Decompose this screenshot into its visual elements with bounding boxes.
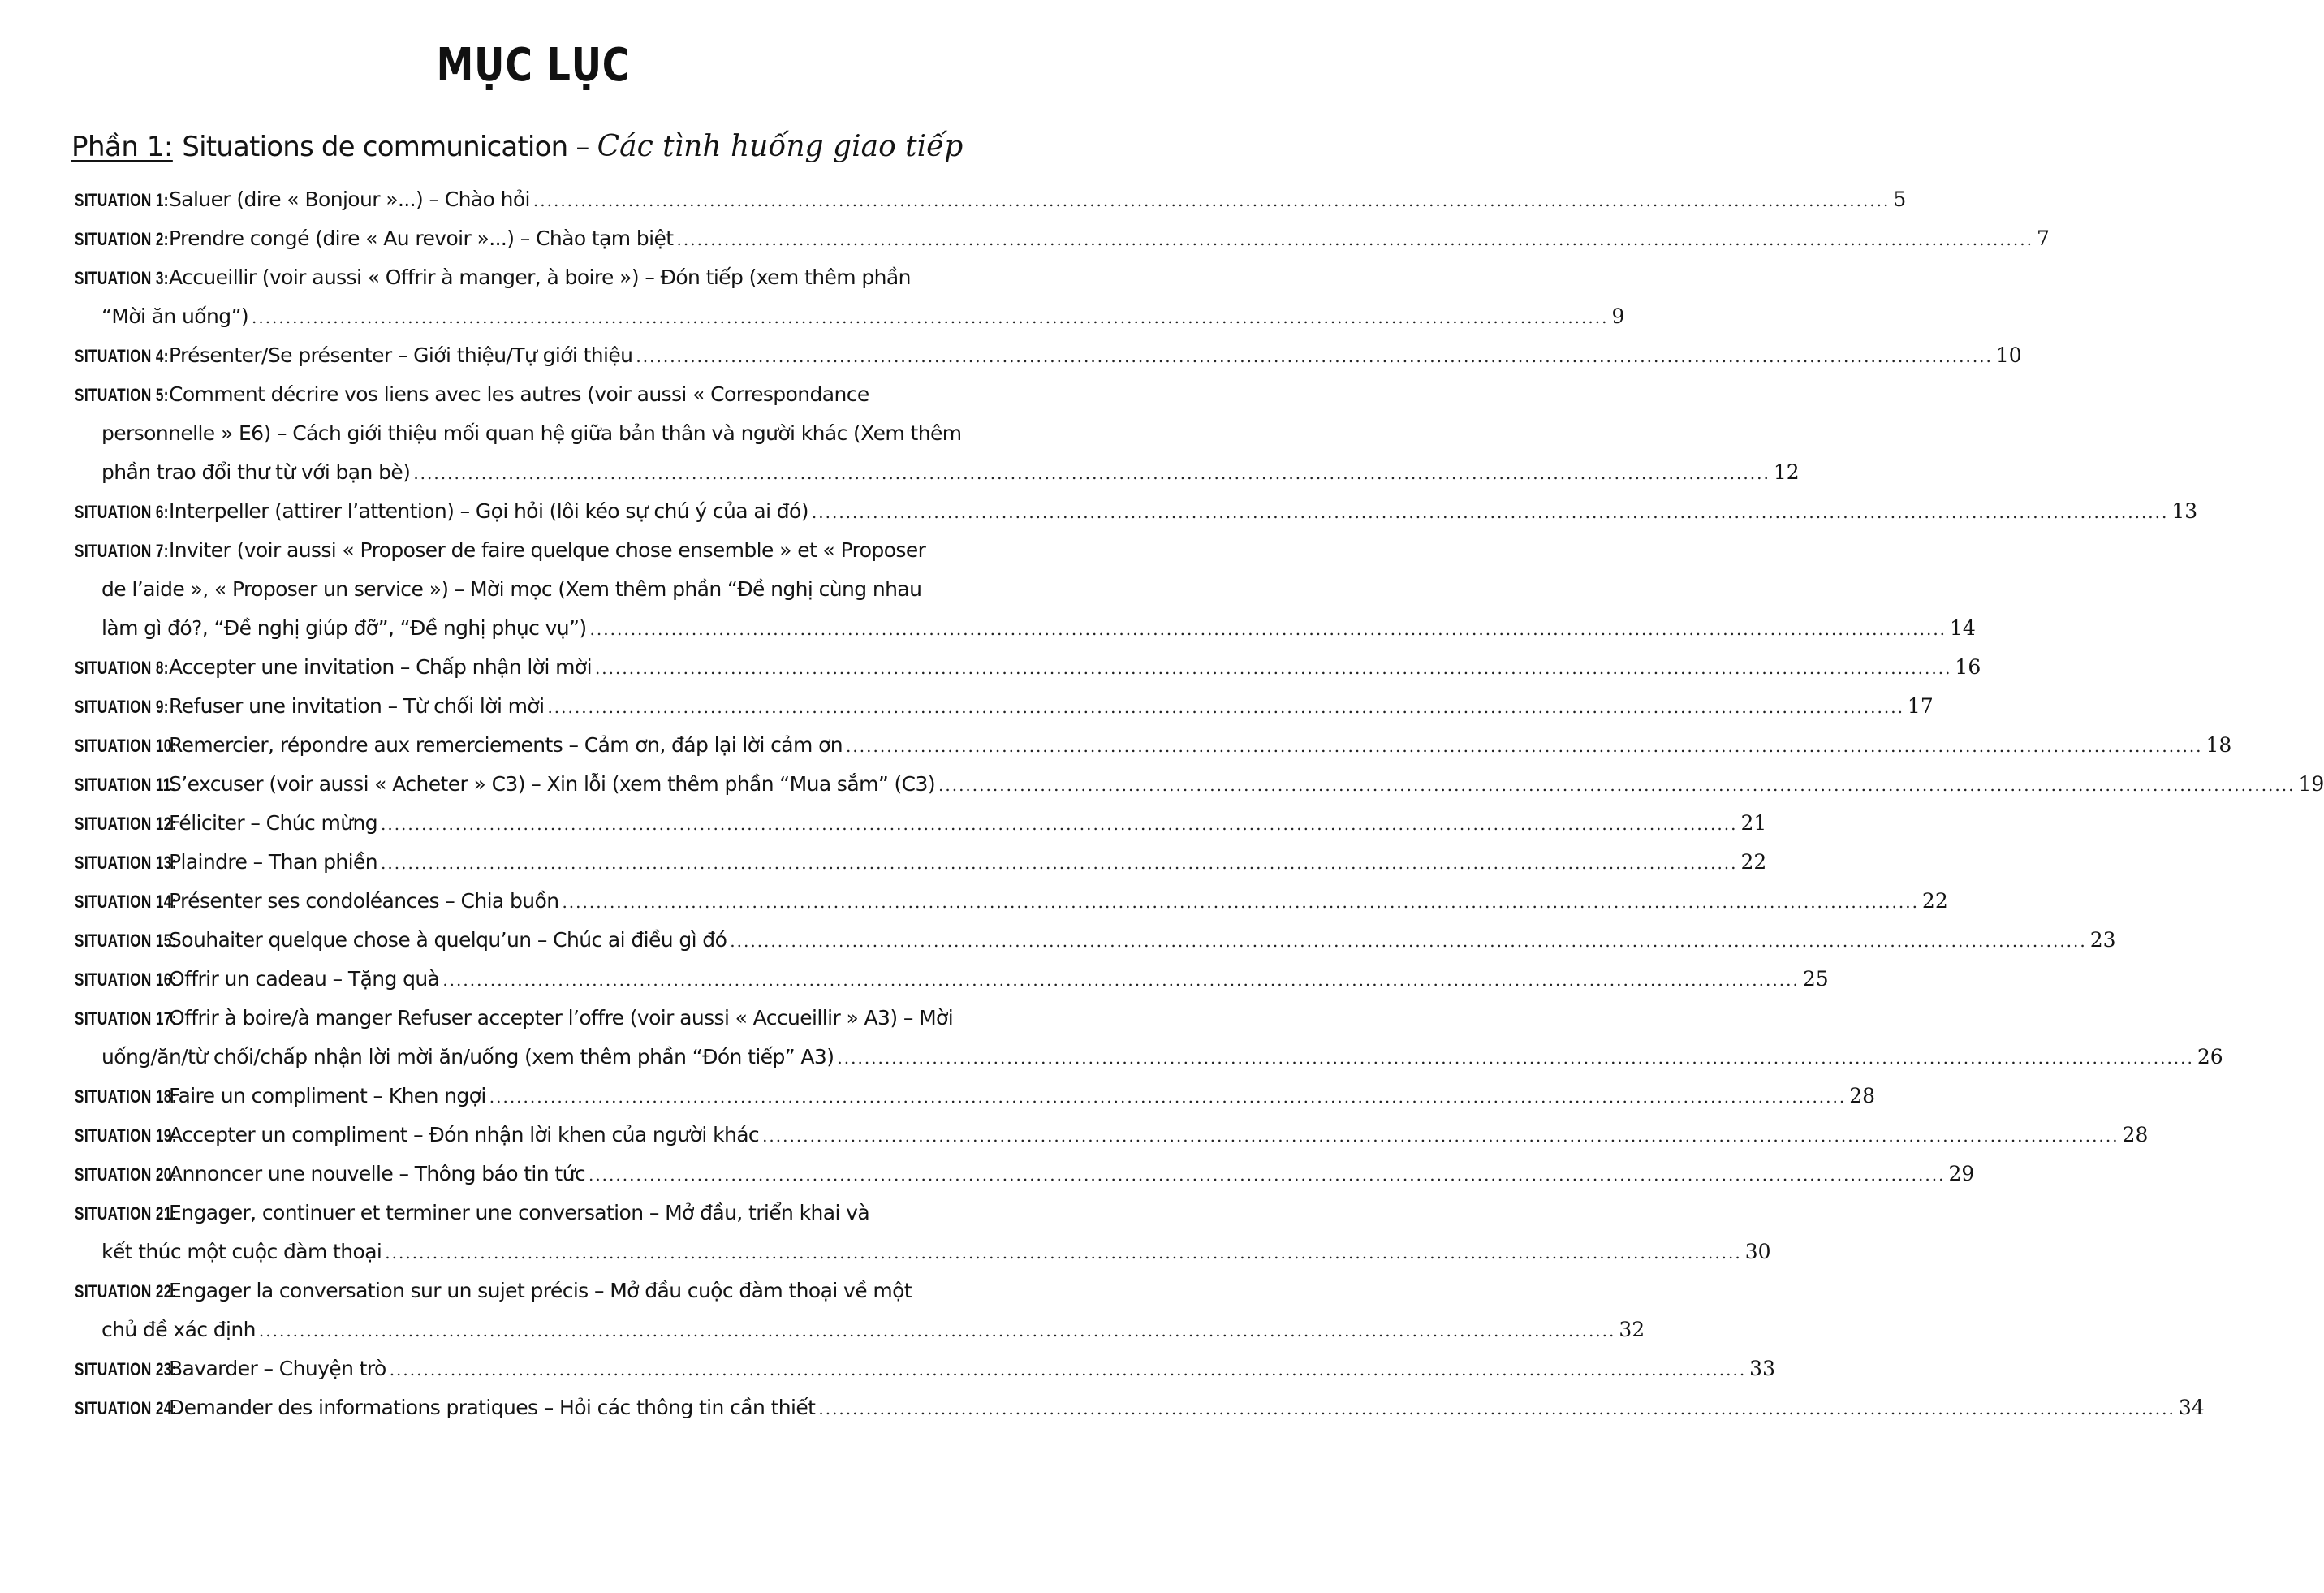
entry-text: phần trao đổi thư từ với bạn bè): [101, 460, 411, 484]
situation-label: SITUATION 8:: [75, 658, 169, 678]
situation-label: SITUATION 15:: [75, 930, 177, 951]
leader-dots: ........................................................................................................................................................................................................: [588, 1165, 1946, 1185]
page-number: 32: [1619, 1318, 1645, 1341]
leader-dots: ........................................................................................................................................................................................................: [251, 308, 1609, 327]
leader-dots: ........................................................................................................................................................................................................: [589, 620, 1947, 639]
leader-dots: ........................................................................................................................................................................................................: [594, 658, 1952, 678]
part-title-vi: Các tình huống giao tiếp: [597, 130, 964, 163]
toc-entry-line: [75, 219, 2050, 258]
page-number: 5: [1893, 188, 1907, 211]
page-number: 22: [1740, 850, 1767, 874]
toc-list: [75, 180, 2324, 1427]
entry-text: Comment décrire vos liens avec les autres (voir aussi « Correspondance: [169, 382, 869, 406]
toc-entry[interactable]: [75, 1155, 1975, 1194]
toc-entry-line: [75, 1388, 2205, 1427]
entry-text: Interpeller (attirer l’attention) – Gọi hỏi (lôi kéo sự chú ý của ai đó): [169, 499, 808, 523]
page-number: 33: [1749, 1357, 1775, 1380]
toc-entry-line: [75, 375, 992, 414]
page-number: 16: [1955, 655, 1981, 679]
toc-entry-line: [75, 1077, 1876, 1116]
toc-entry-line: [75, 960, 1829, 999]
toc-entry-line: [75, 1194, 992, 1233]
page-number: 9: [1611, 304, 1625, 328]
leader-dots: ........................................................................................................................................................................................................: [258, 1321, 1616, 1340]
entry-text: kết thúc một cuộc đàm thoại: [101, 1240, 382, 1263]
entry-text: Inviter (voir aussi « Proposer de faire quelque chose ensemble » et « Proposer: [169, 538, 926, 562]
situation-label: SITUATION 3:: [75, 268, 169, 288]
situation-label: SITUATION 9:: [75, 697, 169, 717]
situation-label: SITUATION 5:: [75, 385, 169, 405]
leader-dots: ........................................................................................................................................................................................................: [730, 931, 2087, 951]
entry-text: Offrir un cadeau – Tặng quà: [169, 967, 440, 991]
entry-text: Accepter une invitation – Chấp nhận lời mời: [169, 655, 592, 679]
toc-entry-line: [75, 687, 1934, 726]
toc-entry[interactable]: [75, 804, 1767, 843]
toc-entry[interactable]: [75, 648, 1981, 687]
entry-text: Saluer (dire « Bonjour »...) – Chào hỏi: [169, 188, 530, 211]
entry-text: Présenter ses condoléances – Chia buồn: [169, 889, 559, 913]
toc-entry[interactable]: [75, 258, 1625, 336]
toc-entry-line: [75, 1155, 1975, 1194]
toc-entry[interactable]: [75, 687, 1934, 726]
leader-dots: ........................................................................................................................................................................................................: [413, 464, 1770, 483]
toc-entry[interactable]: [75, 336, 2022, 375]
toc-entry-line: [75, 921, 2116, 960]
situation-label: SITUATION 6:: [75, 502, 169, 522]
page-number: 12: [1773, 460, 1800, 484]
situation-label: SITUATION 11:: [75, 775, 176, 795]
leader-dots: ........................................................................................................................................................................................................: [547, 697, 1904, 717]
leader-dots: ........................................................................................................................................................................................................: [762, 1126, 2119, 1146]
toc-entry[interactable]: [75, 219, 2050, 258]
entry-text: “Mời ăn uống”): [101, 304, 248, 328]
leader-dots: ........................................................................................................................................................................................................: [636, 347, 1993, 366]
toc-entry[interactable]: [75, 531, 1976, 648]
page-number: 19: [2298, 772, 2324, 796]
entry-text: Annoncer une nouvelle – Thông báo tin tức: [169, 1162, 585, 1185]
entry-text: Souhaiter quelque chose à quelqu’un – Chúc ai điều gì đó: [169, 928, 727, 952]
situation-label: SITUATION 4:: [75, 346, 169, 366]
leader-dots: ........................................................................................................................................................................................................: [381, 853, 1738, 873]
leader-dots: ........................................................................................................................................................................................................: [442, 970, 1800, 990]
toc-entry-line: [75, 804, 1767, 843]
page-number: 17: [1907, 694, 1934, 718]
leader-dots: ........................................................................................................................................................................................................: [676, 230, 2033, 249]
leader-dots: ........................................................................................................................................................................................................: [938, 775, 2296, 795]
part-title-fr: Situations de communication –: [182, 131, 597, 163]
situation-label: SITUATION 23:: [75, 1359, 177, 1379]
toc-entry-line: [75, 726, 2232, 765]
page-number: 22: [1921, 889, 1948, 913]
toc-entry[interactable]: [75, 1077, 1876, 1116]
part-label: Phần 1:: [71, 131, 173, 163]
situation-label: SITUATION 22:: [75, 1281, 177, 1302]
situation-label: SITUATION 17:: [75, 1008, 177, 1029]
leader-dots: ........................................................................................................................................................................................................: [385, 1243, 1742, 1263]
entry-text: Faire un compliment – Khen ngợi: [169, 1084, 486, 1107]
situation-label: SITUATION 16:: [75, 969, 177, 990]
entry-text: Bavarder – Chuyện trò: [169, 1357, 386, 1380]
page-number: 29: [1948, 1162, 1975, 1185]
toc-entry-line: [75, 999, 992, 1038]
entry-text: de l’aide », « Proposer un service ») – Mời mọc (Xem thêm phần “Đề nghị cùng nhau: [101, 577, 922, 601]
situation-label: SITUATION 7:: [75, 541, 169, 561]
entry-text: Demander des informations pratiques – Hỏi các thông tin cần thiết: [169, 1396, 816, 1419]
toc-entry-line: [75, 492, 2198, 531]
situation-label: SITUATION 10:: [75, 736, 177, 756]
toc-entry-line: [75, 1038, 2223, 1077]
situation-label: SITUATION 12:: [75, 814, 177, 834]
page-number: 13: [2171, 499, 2198, 523]
leader-dots: ........................................................................................................................................................................................................: [389, 1360, 1747, 1379]
page-number: 23: [2089, 928, 2116, 952]
situation-label: SITUATION 18:: [75, 1086, 177, 1107]
page-number: 30: [1744, 1240, 1771, 1263]
leader-dots: ........................................................................................................................................................................................................: [532, 191, 1891, 210]
situation-label: SITUATION 2:: [75, 229, 169, 249]
entry-text: Plaindre – Than phiền: [169, 850, 378, 874]
toc-entry-line: [75, 570, 992, 609]
toc-entry-line: [75, 336, 2022, 375]
situation-label: SITUATION 1:: [75, 190, 169, 210]
toc-entry[interactable]: [75, 999, 2223, 1077]
toc-entry[interactable]: [75, 180, 1907, 219]
toc-entry[interactable]: [75, 1349, 1775, 1388]
toc-entry[interactable]: [75, 1116, 2149, 1155]
leader-dots: ........................................................................................................................................................................................................: [380, 814, 1738, 834]
entry-text: Engager, continuer et terminer une conversation – Mở đầu, triển khai và: [169, 1201, 870, 1224]
leader-dots: ........................................................................................................................................................................................................: [562, 892, 1919, 912]
situation-label: SITUATION 21:: [75, 1203, 177, 1224]
page-number: 34: [2178, 1396, 2205, 1419]
toc-entry-line: [75, 258, 992, 297]
toc-entry[interactable]: [75, 1388, 2205, 1427]
leader-dots: ........................................................................................................................................................................................................: [846, 736, 2203, 756]
part-heading: [71, 130, 1013, 163]
toc-entry-line: [75, 882, 1948, 921]
toc-entry-line: [75, 648, 1981, 687]
toc-entry-line: [75, 843, 1767, 882]
leader-dots: ........................................................................................................................................................................................................: [489, 1087, 1847, 1107]
entry-text: personnelle » E6) – Cách giới thiệu mối quan hệ giữa bản thân và người khác (Xem thêm: [101, 421, 962, 445]
toc-entry-line: [75, 1349, 1775, 1388]
toc-entry-line: [75, 1233, 1771, 1271]
entry-text: Engager la conversation sur un sujet précis – Mở đầu cuộc đàm thoại về một: [169, 1279, 912, 1302]
toc-entry-line: [75, 1271, 992, 1310]
entry-text: Offrir à boire/à manger Refuser accepter l’offre (voir aussi « Accueillir » A3) – Mời: [169, 1006, 954, 1030]
toc-entry-line: [75, 297, 1625, 336]
toc-entry-line: [75, 180, 1907, 219]
entry-text: uống/ăn/từ chối/chấp nhận lời mời ăn/uống (xem thêm phần “Đón tiếp” A3): [101, 1045, 834, 1068]
toc-entry-line: [75, 453, 1800, 492]
page-title: MỤC LỤC: [436, 39, 631, 92]
toc-entry[interactable]: [75, 921, 2116, 960]
entry-text: Féliciter – Chúc mừng: [169, 811, 377, 835]
page-number: 26: [2197, 1045, 2223, 1068]
entry-text: Accepter un compliment – Đón nhận lời khen của người khác: [169, 1123, 760, 1146]
toc-entry[interactable]: [75, 882, 1948, 921]
toc-entry-line: [75, 531, 992, 570]
page-number: 28: [1849, 1084, 1876, 1107]
toc-entry-line: [75, 1310, 1645, 1349]
page-number: 28: [2122, 1123, 2149, 1146]
entry-text: Refuser une invitation – Từ chối lời mời: [169, 694, 545, 718]
page-number: 18: [2205, 733, 2232, 757]
toc-entry[interactable]: [75, 375, 1800, 492]
situation-label: SITUATION 14:: [75, 891, 177, 912]
situation-label: SITUATION 20:: [75, 1164, 177, 1185]
page-number: 10: [1995, 343, 2022, 367]
page-number: 14: [1950, 616, 1976, 640]
leader-dots: ........................................................................................................................................................................................................: [811, 503, 2169, 522]
toc-entry[interactable]: [75, 726, 2232, 765]
toc-entry[interactable]: [75, 960, 1829, 999]
entry-text: Accueillir (voir aussi « Offrir à manger, à boire ») – Đón tiếp (xem thêm phần: [169, 266, 911, 289]
toc-entry-line: [75, 1116, 2149, 1155]
toc-entry[interactable]: [75, 843, 1767, 882]
toc-entry[interactable]: [75, 492, 2198, 531]
toc-entry-line: [75, 414, 992, 453]
toc-entry[interactable]: [75, 1271, 1645, 1349]
situation-label: SITUATION 24:: [75, 1398, 177, 1418]
entry-text: Remercier, répondre aux remerciements – Cảm ơn, đáp lại lời cảm ơn: [169, 733, 843, 757]
page-number: 7: [2036, 227, 2050, 250]
page-number: 25: [1802, 967, 1829, 991]
entry-text: chủ đề xác định: [101, 1318, 256, 1341]
toc-entry[interactable]: [75, 765, 2324, 804]
toc-entry-line: [75, 609, 1976, 648]
situation-label: SITUATION 13:: [75, 853, 177, 873]
entry-text: S’excuser (voir aussi « Acheter » C3) – Xin lỗi (xem thêm phần “Mua sắm” (C3): [169, 772, 935, 796]
leader-dots: ........................................................................................................................................................................................................: [818, 1399, 2175, 1418]
entry-text: Prendre congé (dire « Au revoir »...) – Chào tạm biệt: [169, 227, 674, 250]
situation-label: SITUATION 19:: [75, 1125, 177, 1146]
page-number: 21: [1740, 811, 1767, 835]
entry-text: làm gì đó?, “Đề nghị giúp đỡ”, “Đề nghị phục vụ”): [101, 616, 587, 640]
toc-entry[interactable]: [75, 1194, 1771, 1271]
toc-entry-line: [75, 765, 2324, 804]
leader-dots: ........................................................................................................................................................................................................: [837, 1048, 2194, 1068]
entry-text: Présenter/Se présenter – Giới thiệu/Tự giới thiệu: [169, 343, 633, 367]
